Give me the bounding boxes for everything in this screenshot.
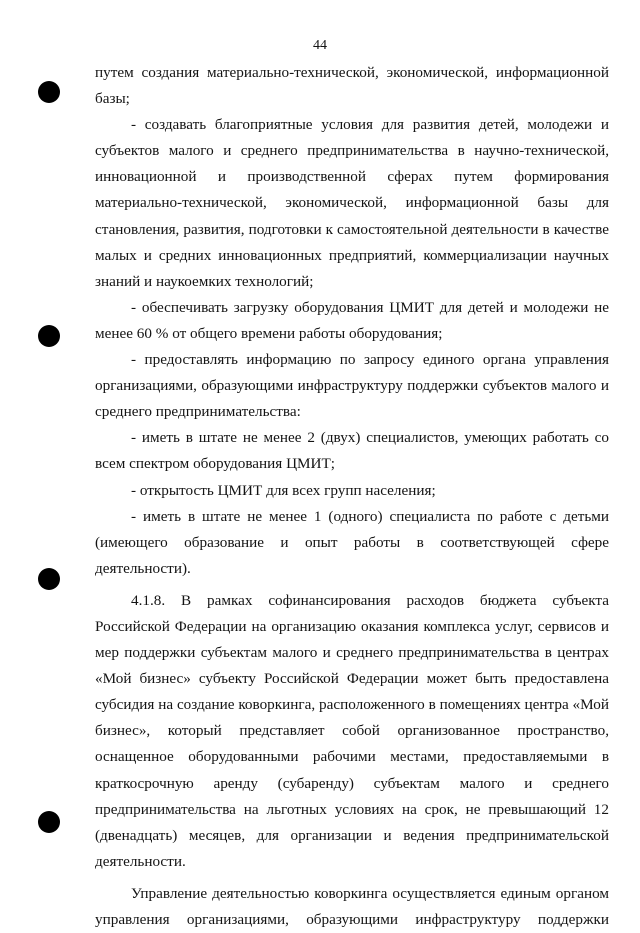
paragraph-5: - иметь в штате не менее 2 (двух) специалистов, умеющих работать со всем спектром оборудования ЦМИТ; — [95, 429, 609, 473]
paragraph-4: - предоставлять информацию по запросу единого органа управления организациями, образующими инфраструктуру поддержки субъектов малого и среднего предпринимательства: — [95, 351, 609, 421]
binder-hole-2 — [38, 325, 60, 347]
paragraph-1: путем создания материально-технической, экономической, информационной базы; — [95, 64, 609, 108]
paragraph-6: - открытость ЦМИТ для всех групп населения; — [131, 481, 436, 499]
document-body — [95, 60, 609, 933]
paragraph-9: Управление деятельностью коворкинга осуществляется единым органом управления организациями, образующими инфраструктуру поддержки — [95, 884, 609, 928]
paragraph-8: 4.1.8. В рамках софинансирования расходов бюджета субъекта Российской Федерации на организацию оказания комплекса услуг, сервисов и мер поддержки субъектам малого и среднего предпринимательства в центрах «Мой бизнес» субъекту Российской Федерации может быть предоставлена субсидия на создание коворкинга, расположенного в помещениях центра «Мой бизнес», который представляет собой организованное пространство, оснащенное оборудованными рабочими местами, предоставляемыми в краткосрочную аренду (субаренду) субъектам малого и среднего предпринимательства на льготных условиях на срок, не превышающий 12 (двенадцать) месяцев, для организации и ведения предпринимательской деятельности. — [95, 591, 609, 870]
binder-hole-1 — [38, 81, 60, 103]
paragraph-7: - иметь в штате не менее 1 (одного) специалиста по работе с детьми (имеющего образование и опыт работы в соответствующей сфере деятельности). — [95, 507, 609, 577]
page-number: 44 — [313, 38, 327, 53]
paragraph-2: - создавать благоприятные условия для развития детей, молодежи и субъектов малого и среднего предпринимательства в научно-технической, инновационной и производственной сферах путем формирования материально-технической, экономической, информационной базы для становления, развития, подготовки к самостоятельной деятельности в качестве малых и средних инновационных предприятий, коммерциализации научных знаний и наукоемких технологий; — [95, 116, 609, 290]
binder-hole-3 — [38, 568, 60, 590]
binder-hole-4 — [38, 811, 60, 833]
paragraph-3: - обеспечивать загрузку оборудования ЦМИТ для детей и молодежи не менее 60 % от общего времени работы оборудования; — [95, 298, 609, 342]
